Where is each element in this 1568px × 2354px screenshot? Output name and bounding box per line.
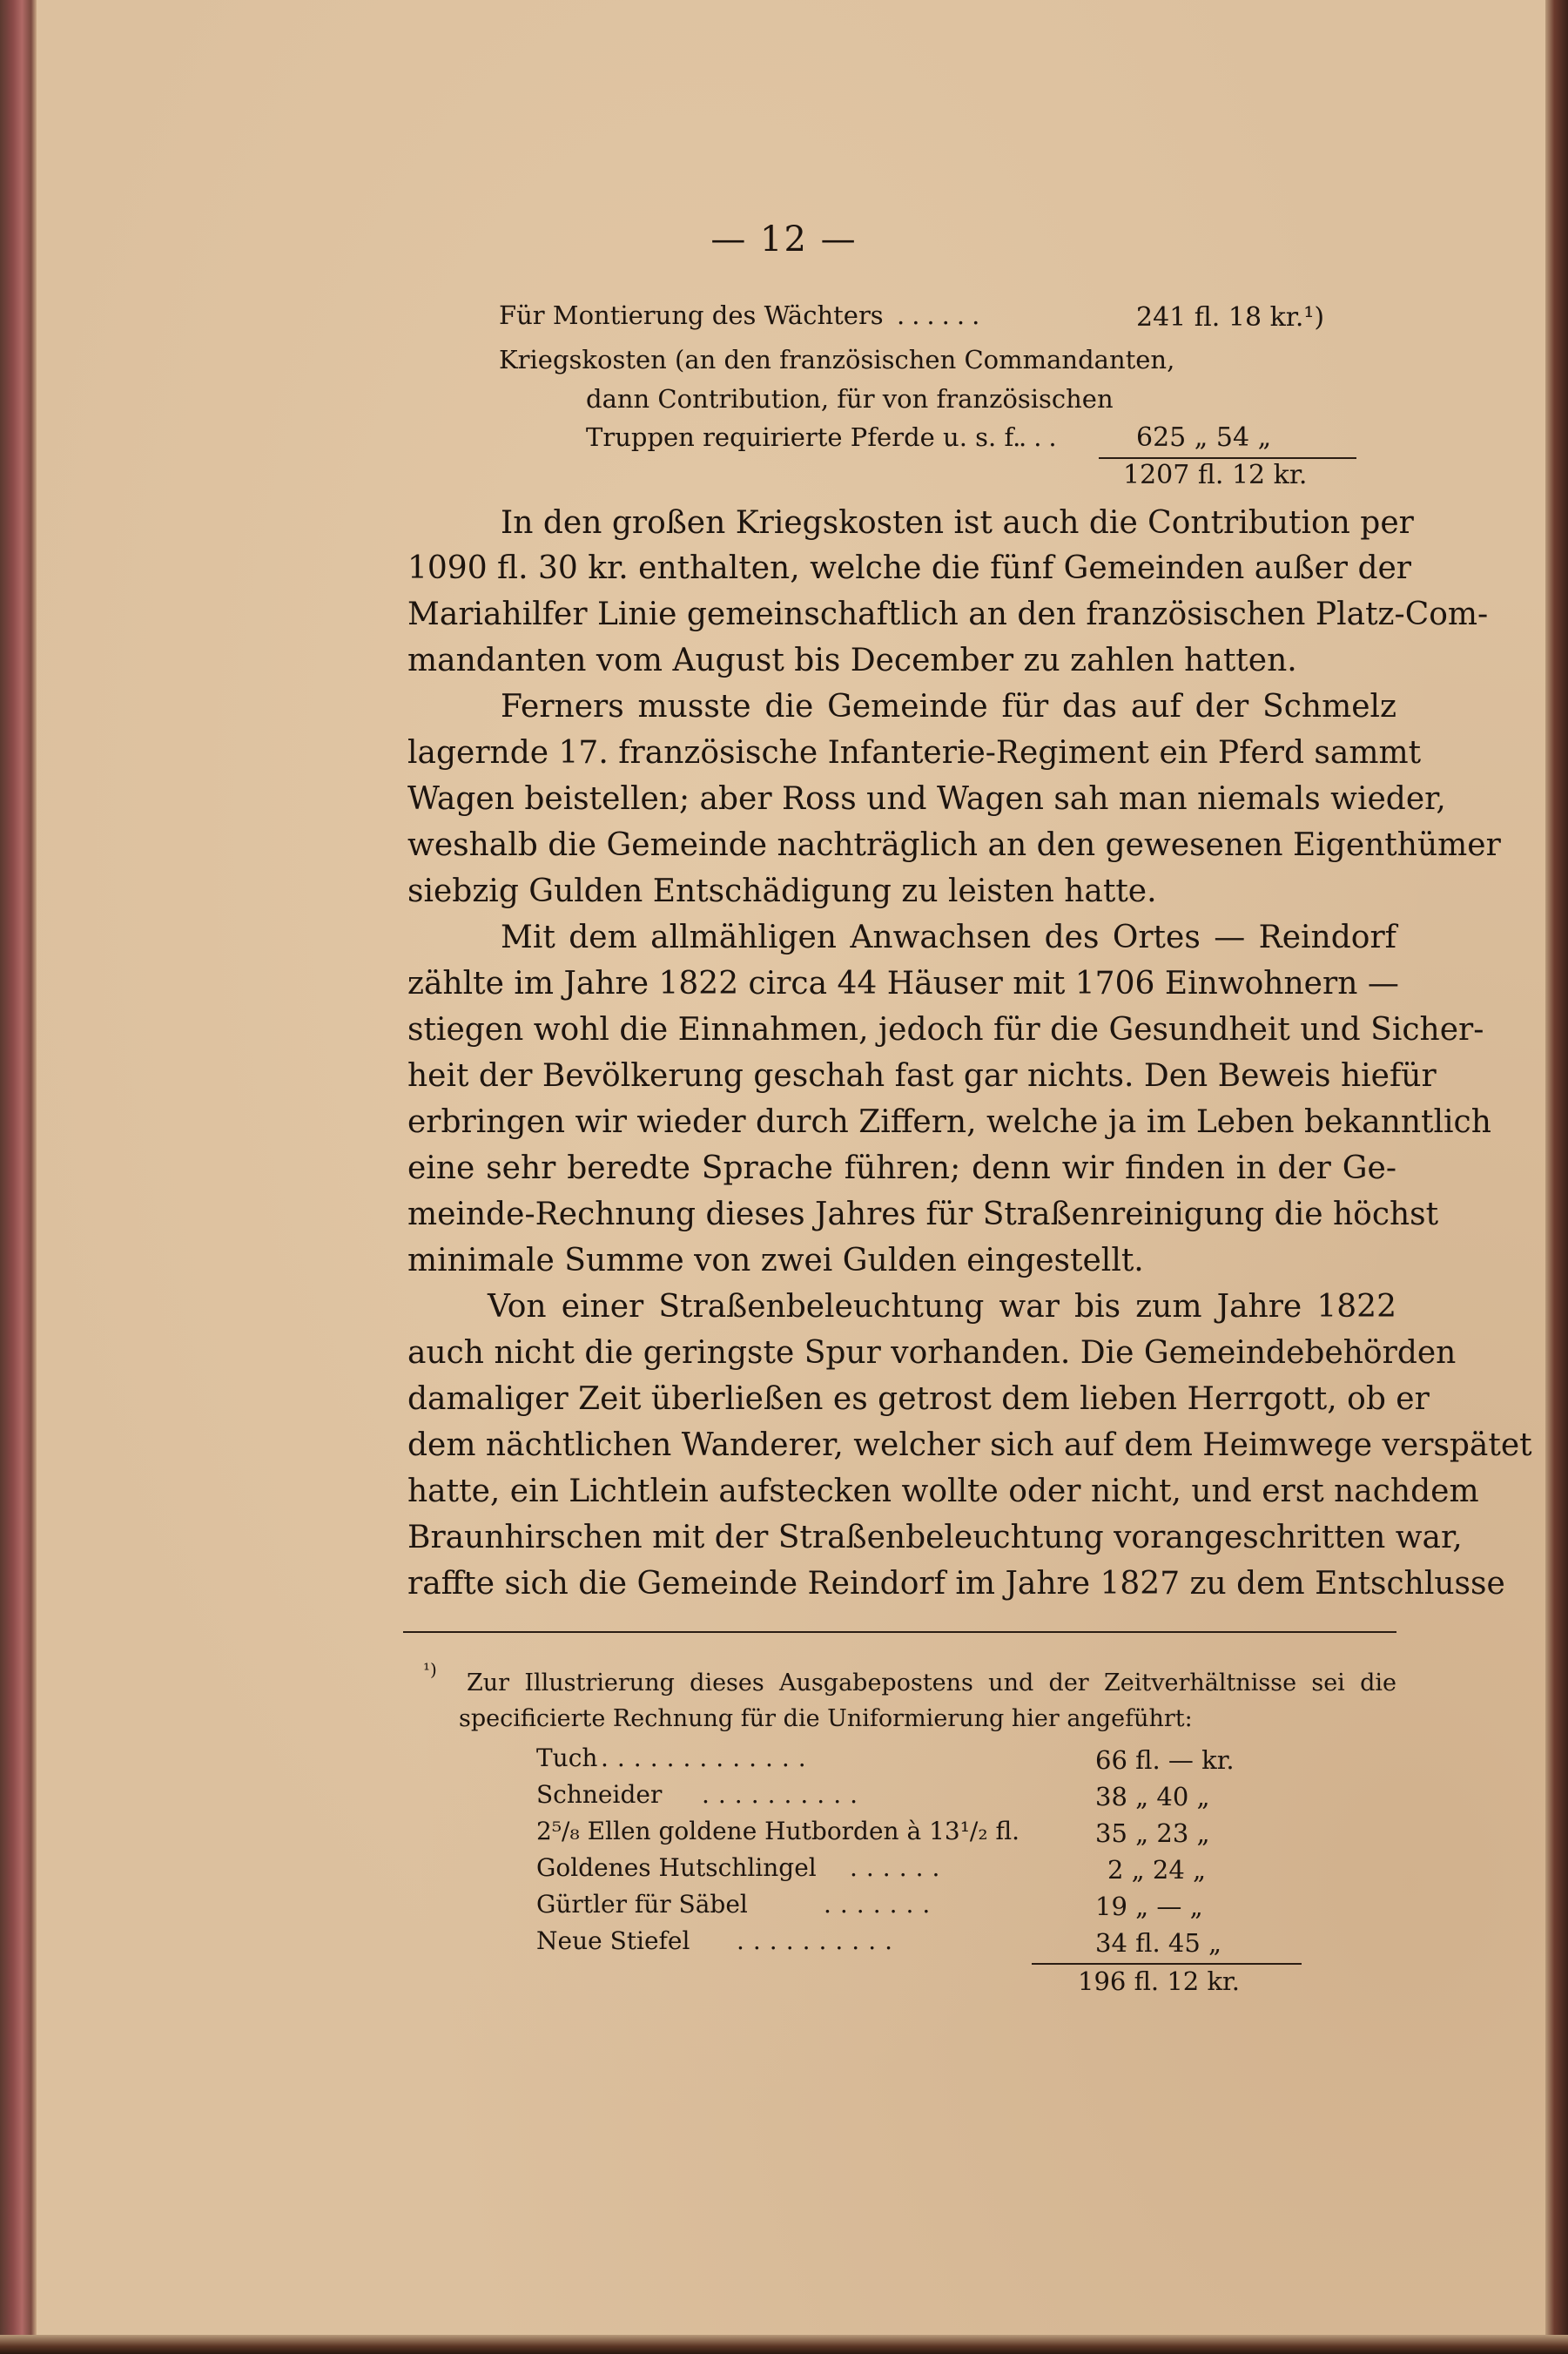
body-line: Mit dem allmähligen Anwachsen des Ortes — Reindorf xyxy=(501,920,1396,955)
body-line: weshalb die Gemeinde nachträglich an den gewesenen Eigenthümer xyxy=(407,827,1501,863)
body-line: mandanten vom August bis December zu zahlen hatten. xyxy=(407,643,1297,678)
body-line: siebzig Gulden Entschädigung zu leisten hatte. xyxy=(407,873,1157,909)
body-line: raffte sich die Gemeinde Reindorf im Jahre 1827 zu dem Entschlusse xyxy=(407,1566,1505,1602)
body-line: heit der Bevölkerung geschah fast gar nichts. Den Beweis hiefür xyxy=(407,1058,1437,1094)
body-line: dem nächtlichen Wanderer, welcher sich auf dem Heimwege verspätet xyxy=(407,1427,1532,1463)
body-line: zählte im Jahre 1822 circa 44 Häuser mit 1706 Einwohnern — xyxy=(407,966,1399,1002)
ledger-leader-dots: ...... xyxy=(897,300,987,330)
ledger-item-kriegskosten-amount: 625 „ 54 „ xyxy=(1136,422,1272,453)
footnote-item-label: Gürtler für Säbel xyxy=(536,1890,748,1919)
body-line: Wagen beistellen; aber Ross und Wagen sah man niemals wieder, xyxy=(407,781,1446,817)
body-line: 1090 fl. 30 kr. enthalten, welche die fünf Gemeinden außer der xyxy=(407,550,1412,586)
page-number: — 12 — xyxy=(710,219,858,260)
book-binding-edge xyxy=(0,0,37,2354)
page-right-edge xyxy=(1545,0,1568,2354)
footnote-item-amount: 34 fl. 45 „ xyxy=(1095,1928,1222,1958)
footnote-leader-dots: .......... xyxy=(737,1926,902,1955)
body-line: stiegen wohl die Einnahmen, jedoch für die Gesundheit und Sicher- xyxy=(407,1012,1484,1048)
body-line: eine sehr beredte Sprache führen; denn wir finden in der Ge- xyxy=(407,1150,1396,1186)
footnote-item-label: 2⁵/₈ Ellen goldene Hutborden à 13¹/₂ fl. xyxy=(536,1817,1020,1845)
body-line: Braunhirschen mit der Straßenbeleuchtung vorangeschritten war, xyxy=(407,1520,1463,1555)
page-bottom-edge xyxy=(0,2335,1568,2354)
footnote-total: 196 fl. 12 kr. xyxy=(1078,1966,1240,1996)
footnote-item-label: Schneider xyxy=(536,1780,663,1809)
ledger-item-kriegskosten-line3: Truppen requirierte Pferde u. s. f. xyxy=(586,422,1021,452)
ledger-leader-dots: ... xyxy=(1019,422,1064,452)
footnote-sum-rule xyxy=(1032,1963,1302,1965)
body-line: erbringen wir wieder durch Ziffern, welche ja im Leben bekanntlich xyxy=(407,1104,1491,1140)
ledger-sum-rule xyxy=(1099,457,1356,459)
footnote-item-amount: 19 „ — „ xyxy=(1095,1892,1203,1921)
body-line: minimale Summe von zwei Gulden eingestellt. xyxy=(407,1243,1144,1278)
body-line: In den großen Kriegskosten ist auch die Contribution per xyxy=(501,505,1414,541)
footnote-item-amount: 35 „ 23 „ xyxy=(1095,1818,1210,1848)
footnote-item-amount: 66 fl. — kr. xyxy=(1095,1745,1235,1775)
footnote-separator xyxy=(403,1631,1396,1633)
body-line: Von einer Straßenbeleuchtung war bis zum Jahre 1822 xyxy=(488,1289,1396,1325)
footnote-item-amount: 38 „ 40 „ xyxy=(1095,1782,1210,1811)
footnote-marker: ¹) xyxy=(423,1659,437,1680)
footnote-item-label: Goldenes Hutschlingel xyxy=(536,1853,817,1882)
body-line: lagernde 17. französische Infanterie-Regiment ein Pferd sammt xyxy=(407,735,1422,771)
footnote-leader-dots: ............. xyxy=(601,1744,815,1772)
body-line: auch nicht die geringste Spur vorhanden. Die Gemeindebehörden xyxy=(407,1335,1457,1371)
footnote-item-label: Neue Stiefel xyxy=(536,1926,690,1955)
body-line: Ferners musste die Gemeinde für das auf der Schmelz xyxy=(501,689,1396,725)
body-line: Mariahilfer Linie gemeinschaftlich an den französischen Platz-Com- xyxy=(407,597,1489,632)
body-line: meinde-Rechnung dieses Jahres für Straßenreinigung die höchst xyxy=(407,1197,1439,1232)
footnote-leader-dots: ...... xyxy=(850,1853,949,1882)
footnote-leader-dots: .......... xyxy=(702,1780,867,1809)
ledger-item-kriegskosten-line2: dann Contribution, für von französischen xyxy=(586,384,1114,414)
ledger-item-kriegskosten-line1: Kriegskosten (an den französischen Commandanten, xyxy=(499,345,1175,374)
ledger-item-montierung-label: Für Montierung des Wächters xyxy=(499,300,884,330)
footnote-leader-dots: ....... xyxy=(824,1890,939,1919)
footnote-item-amount: 2 „ 24 „ xyxy=(1107,1855,1207,1885)
footnote-intro-line: specificierte Rechnung für die Uniformierung hier angeführt: xyxy=(459,1705,1193,1732)
footnote-intro-line: Zur Illustrierung dieses Ausgabepostens und der Zeitverhältnisse sei die xyxy=(467,1669,1396,1696)
body-line: hatte, ein Lichtlein aufstecken wollte oder nicht, und erst nachdem xyxy=(407,1474,1479,1509)
ledger-total: 1207 fl. 12 kr. xyxy=(1123,460,1308,490)
ledger-item-montierung-amount: 241 fl. 18 kr.¹) xyxy=(1136,302,1325,333)
body-line: damaliger Zeit überließen es getrost dem lieben Herrgott, ob er xyxy=(407,1381,1430,1417)
footnote-item-label: Tuch xyxy=(536,1744,598,1772)
